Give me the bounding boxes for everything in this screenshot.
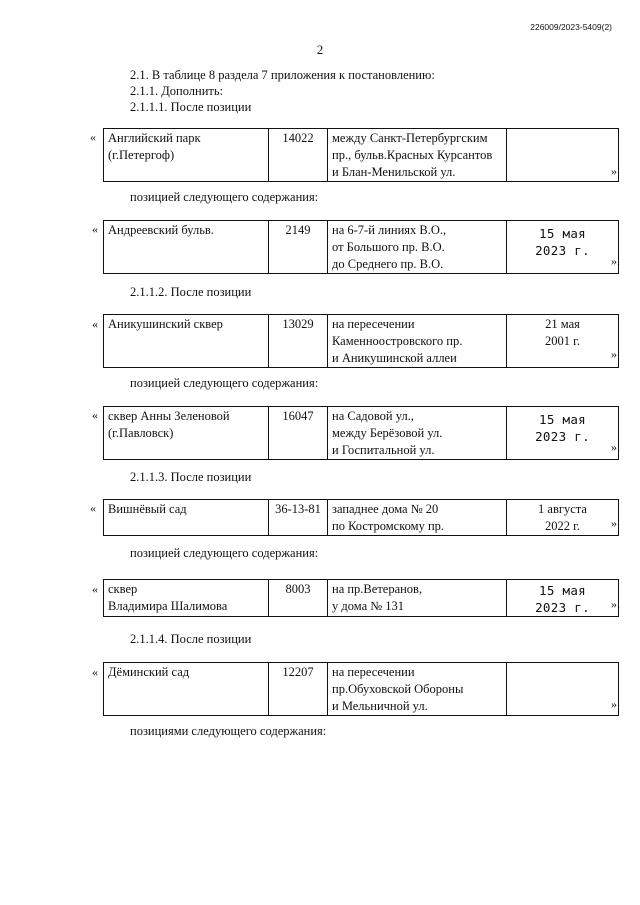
follow-label: позициями следующего содержания: [130, 724, 327, 738]
location-cell [328, 129, 507, 182]
location-line: на 6-7-й линиях В.О., [332, 223, 447, 237]
name-line: Владимира Шалимова [108, 599, 228, 613]
quote-open: « [92, 317, 98, 331]
quote-close: » [611, 164, 617, 178]
location-line: и Госпитальной ул. [332, 443, 435, 457]
code-cell: 13029 [269, 315, 328, 368]
quote-open: « [92, 408, 98, 422]
date-line: 2023 г. [535, 243, 590, 258]
location-line: пр., бульв.Красных Курсантов [332, 148, 493, 162]
name-cell [104, 500, 269, 536]
location-line: на Садовой ул., [332, 409, 414, 423]
date-cell [507, 315, 619, 368]
intro-line-2: 2.1.1. Дополнить: [130, 84, 224, 98]
section-heading: 2.1.1.2. После позиции [130, 285, 252, 299]
table-row [103, 220, 619, 274]
location-line: по Костромскому пр. [332, 519, 445, 533]
intro-line-3: 2.1.1.1. После позиции [130, 100, 252, 114]
date-cell [507, 500, 619, 536]
location-line: и Мельничной ул. [332, 699, 428, 713]
follow-label: позицией следующего содержания: [130, 190, 319, 204]
location-line: на пересечении [332, 665, 415, 679]
name-line: (г.Петергоф) [108, 148, 175, 162]
date-cell [507, 129, 619, 182]
name-cell [104, 129, 269, 182]
location-cell [328, 221, 507, 274]
location-line: от Большого пр. В.О. [332, 240, 445, 254]
date-line: 2001 г. [545, 334, 580, 348]
date-cell [507, 663, 619, 716]
date-line: 21 мая [545, 317, 580, 331]
location-cell [328, 580, 507, 617]
quote-open: « [92, 582, 98, 596]
quote-close: » [611, 347, 617, 361]
follow-label: позицией следующего содержания: [130, 376, 319, 390]
location-line: у дома № 131 [332, 599, 405, 613]
name-cell [104, 580, 269, 617]
location-line: Каменноостровского пр. [332, 334, 463, 348]
quote-close: ». [611, 254, 620, 268]
location-line: пр.Обуховской Обороны [332, 682, 464, 696]
location-line: до Среднего пр. В.О. [332, 257, 444, 271]
section-heading: 2.1.1.4. После позиции [130, 632, 252, 646]
quote-open: « [90, 501, 96, 515]
location-cell [328, 663, 507, 716]
name-line: Английский парк [108, 131, 201, 145]
location-cell [328, 315, 507, 368]
quote-close: ». [611, 440, 620, 454]
code-cell: 2149 [269, 221, 328, 274]
table-row [103, 406, 619, 460]
code-cell: 16047 [269, 407, 328, 460]
table-row [103, 314, 619, 368]
name-line: Андреевский бульв. [108, 223, 214, 237]
code-cell: 8003 [269, 580, 328, 617]
location-line: между Берёзовой ул. [332, 426, 443, 440]
date-line: 1 августа [538, 502, 587, 516]
location-line: и Аникушинской аллеи [332, 351, 457, 365]
name-line: сквер [108, 582, 138, 596]
date-line: 2023 г. [535, 429, 590, 444]
quote-close: » [611, 697, 617, 711]
code-cell: 14022 [269, 129, 328, 182]
location-cell [328, 500, 507, 536]
code-cell: 36-13-81 [269, 500, 328, 536]
location-cell [328, 407, 507, 460]
quote-open: « [90, 130, 96, 144]
section-heading: 2.1.1.3. После позиции [130, 470, 252, 484]
date-stamp-cell [507, 407, 619, 460]
name-cell [104, 315, 269, 368]
date-stamp-cell [507, 580, 619, 617]
code-cell: 12207 [269, 663, 328, 716]
date-line: 15 мая [539, 226, 586, 241]
date-line: 15 мая [539, 412, 586, 427]
date-line: 2022 г. [545, 519, 580, 533]
table-row [103, 499, 619, 536]
quote-open: « [92, 665, 98, 679]
name-cell [104, 663, 269, 716]
name-line: (г.Павловск) [108, 426, 174, 440]
location-line: на пересечении [332, 317, 415, 331]
name-line: Дёминский сад [108, 665, 190, 679]
document-id: 226009/2023-5409(2) [530, 22, 612, 32]
table-row [103, 128, 619, 182]
date-line: 15 мая [539, 583, 586, 598]
follow-label: позицией следующего содержания: [130, 546, 319, 560]
location-line: западнее дома № 20 [332, 502, 439, 516]
table-row [103, 579, 619, 617]
name-line: Аникушинский сквер [108, 317, 223, 331]
date-stamp-cell [507, 221, 619, 274]
location-line: на пр.Ветеранов, [332, 582, 423, 596]
intro-line-1: 2.1. В таблице 8 раздела 7 приложения к постановлению: [130, 68, 435, 82]
name-line: сквер Анны Зеленовой [108, 409, 230, 423]
quote-open: « [92, 222, 98, 236]
quote-close: » [611, 516, 617, 530]
name-cell [104, 221, 269, 274]
quote-close: ». [611, 597, 620, 611]
name-cell [104, 407, 269, 460]
table-row [103, 662, 619, 716]
location-line: и Блан-Менильской ул. [332, 165, 456, 179]
location-line: между Санкт-Петербургским [332, 131, 488, 145]
date-line: 2023 г. [535, 600, 590, 615]
page-number: 2 [316, 42, 324, 57]
name-line: Вишнёвый сад [108, 502, 187, 516]
